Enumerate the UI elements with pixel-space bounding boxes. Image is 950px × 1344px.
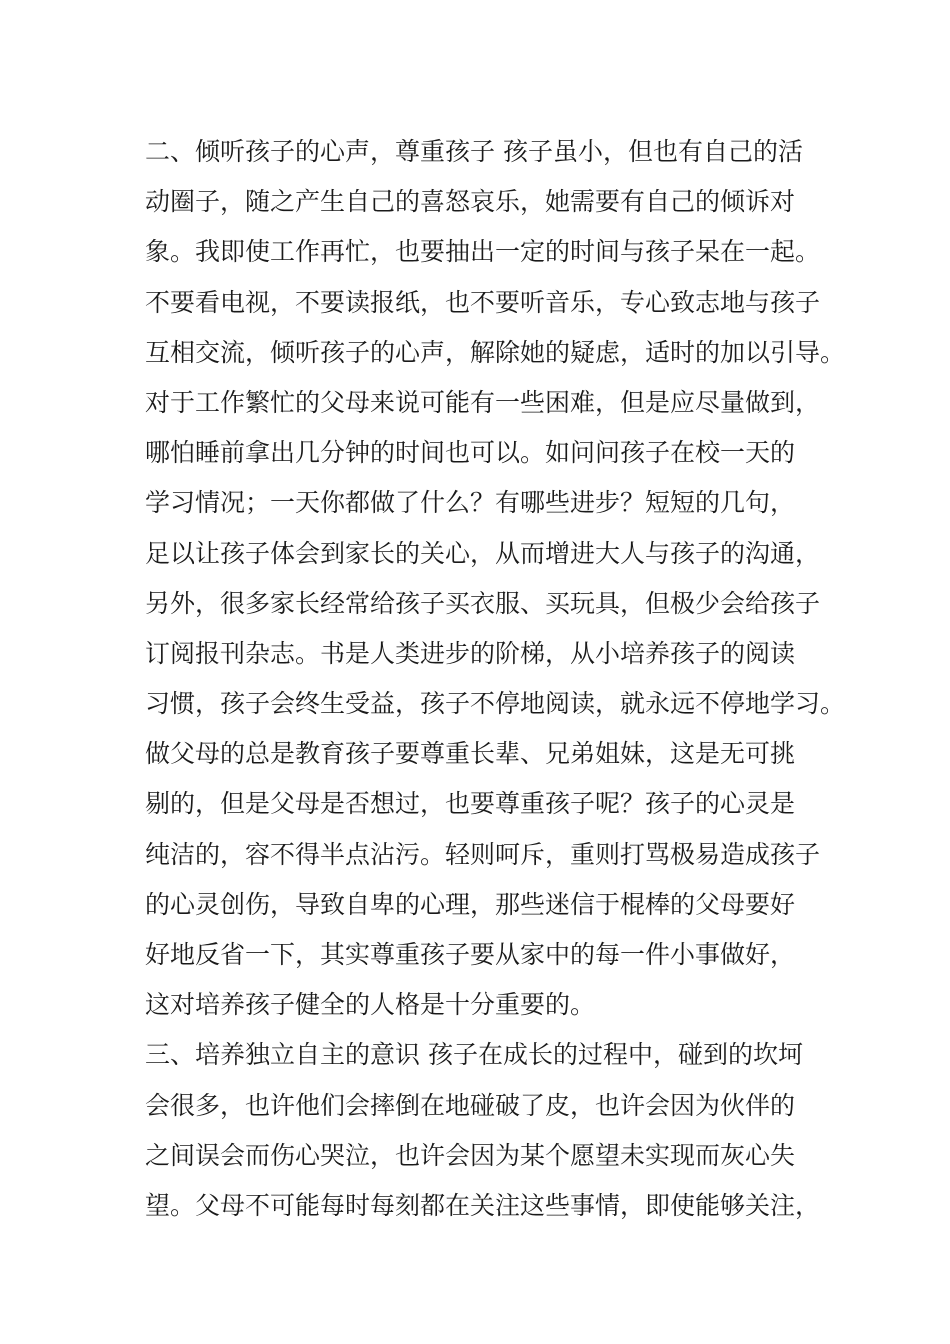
- text-line: 习惯，孩子会终生受益，孩子不停地阅读，就永远不停地学习。: [145, 689, 846, 719]
- text-line: 互相交流，倾听孩子的心声，解除她的疑虑，适时的加以引导。: [145, 337, 846, 367]
- text-line: 纯洁的，容不得半点沾污。轻则呵斥，重则打骂极易造成孩子: [145, 839, 821, 869]
- text-line: 订阅报刊杂志。书是人类进步的阶梯，从小培养孩子的阅读: [145, 638, 796, 668]
- text-line: 望。父母不可能每时每刻都在关注这些事情，即使能够关注，: [145, 1190, 821, 1220]
- text-line: 不要看电视，不要读报纸，也不要听音乐，专心致志地与孩子: [145, 287, 821, 317]
- text-line: 学习情况；一天你都做了什么？有哪些进步？短短的几句，: [145, 488, 796, 518]
- text-line: 这对培养孩子健全的人格是十分重要的。: [145, 990, 596, 1020]
- text-line: 足以让孩子体会到家长的关心，从而增进大人与孩子的沟通，: [145, 538, 821, 568]
- text-line: 另外，很多家长经常给孩子买衣服、买玩具，但极少会给孩子: [145, 588, 821, 618]
- text-line: 剔的，但是父母是否想过，也要尊重孩子呢？孩子的心灵是: [145, 789, 796, 819]
- text-line: 好地反省一下，其实尊重孩子要从家中的每一件小事做好，: [145, 940, 796, 969]
- text-line: 三、培养独立自主的意识 孩子在成长的过程中，碰到的坎坷: [145, 1040, 803, 1070]
- text-line: 之间误会而伤心哭泣，也许会因为某个愿望未实现而灰心失: [145, 1140, 796, 1170]
- text-line: 做父母的总是教育孩子要尊重长辈、兄弟姐妹，这是无可挑: [145, 739, 796, 769]
- body-text: [145, 127, 846, 1231]
- text-line: 会很多，也许他们会摔倒在地碰破了皮，也许会因为伙伴的: [145, 1090, 796, 1120]
- text-line: 象。我即使工作再忙，也要抽出一定的时间与孩子呆在一起。: [145, 237, 821, 267]
- text-line: 的心灵创伤，导致自卑的心理，那些迷信于棍棒的父母要好: [145, 889, 796, 919]
- text-line: 对于工作繁忙的父母来说可能有一些困难，但是应尽量做到，: [145, 387, 821, 417]
- text-line: 二、倾听孩子的心声，尊重孩子 孩子虽小，但也有自己的活: [145, 137, 803, 166]
- text-line: 哪怕睡前拿出几分钟的时间也可以。如问问孩子在校一天的: [145, 438, 796, 468]
- text-line: 动圈子，随之产生自己的喜怒哀乐，她需要有自己的倾诉对: [145, 187, 796, 217]
